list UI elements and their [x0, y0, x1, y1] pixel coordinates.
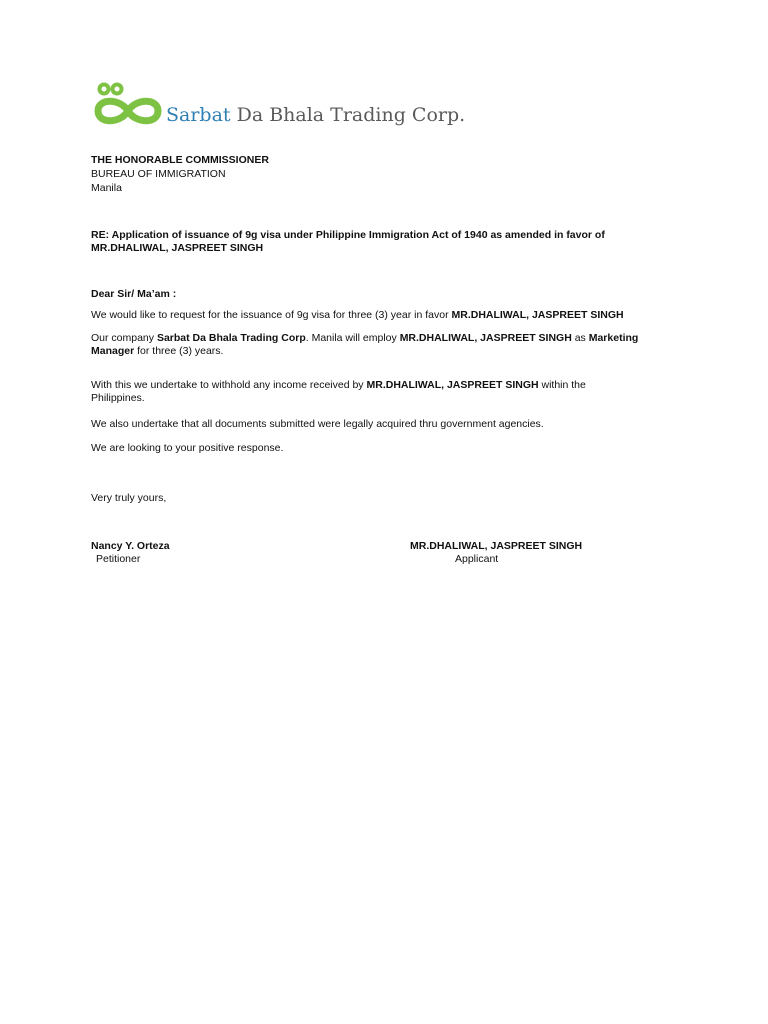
paragraph-income-line1: [91, 379, 586, 392]
paragraph-documents: We also undertake that all documents submitted were legally acquired thru government agencies.: [91, 418, 544, 430]
addressee-line2: BUREAU OF IMMIGRATION: [91, 168, 226, 180]
applicant-name: MR.DHALIWAL, JASPREET SINGH: [366, 379, 539, 391]
company-reference: Sarbat Da Bhala Trading Corp: [156, 332, 306, 344]
job-title-part1: Marketing: [588, 332, 639, 344]
company-logo: [92, 80, 466, 132]
income-text-b: within the: [538, 379, 586, 391]
employment-text-d: for three (3) years.: [134, 345, 224, 357]
petitioner-name: Nancy Y. Orteza: [91, 540, 170, 552]
closing: Very truly yours,: [91, 492, 167, 504]
addressee-line1: THE HONORABLE COMMISSIONER: [91, 154, 269, 166]
paragraph-employment-line1: [91, 332, 638, 345]
paragraph-request: [91, 309, 624, 322]
job-title-part2: Manager: [91, 345, 135, 357]
subject-line2: MR.DHALIWAL, JASPREET SINGH: [91, 242, 264, 254]
paragraph-response: We are looking to your positive response.: [91, 442, 284, 454]
company-name-part1: Sarbat: [166, 104, 231, 126]
company-name: [166, 104, 465, 126]
employment-text-c: as: [571, 332, 589, 344]
company-name-part2: Da Bhala Trading Corp.: [230, 104, 466, 126]
paragraph-request-text: We would like to request for the issuance of 9g visa for three (3) year in favor: [91, 309, 452, 321]
petitioner-title: Petitioner: [96, 553, 141, 565]
infinity-logo-icon: [92, 80, 164, 132]
income-text-a: With this we undertake to withhold any income received by: [91, 379, 367, 391]
paragraph-income-line2: Philippines.: [91, 392, 145, 404]
applicant-name: MR.DHALIWAL, JASPREET SINGH: [451, 309, 624, 321]
salutation: Dear Sir/ Ma’am :: [91, 288, 177, 300]
employment-text-b: . Manila will employ: [305, 332, 400, 344]
applicant-title: Applicant: [455, 553, 499, 565]
employment-text-a: Our company: [91, 332, 157, 344]
paragraph-employment-line2: [91, 345, 223, 358]
applicant-name: MR.DHALIWAL, JASPREET SINGH: [399, 332, 572, 344]
applicant-signature-name: MR.DHALIWAL, JASPREET SINGH: [410, 540, 583, 552]
subject-line1: RE: Application of issuance of 9g visa under Philippine Immigration Act of 1940 as amended in favor of: [91, 229, 605, 241]
addressee-line3: Manila: [91, 182, 122, 194]
